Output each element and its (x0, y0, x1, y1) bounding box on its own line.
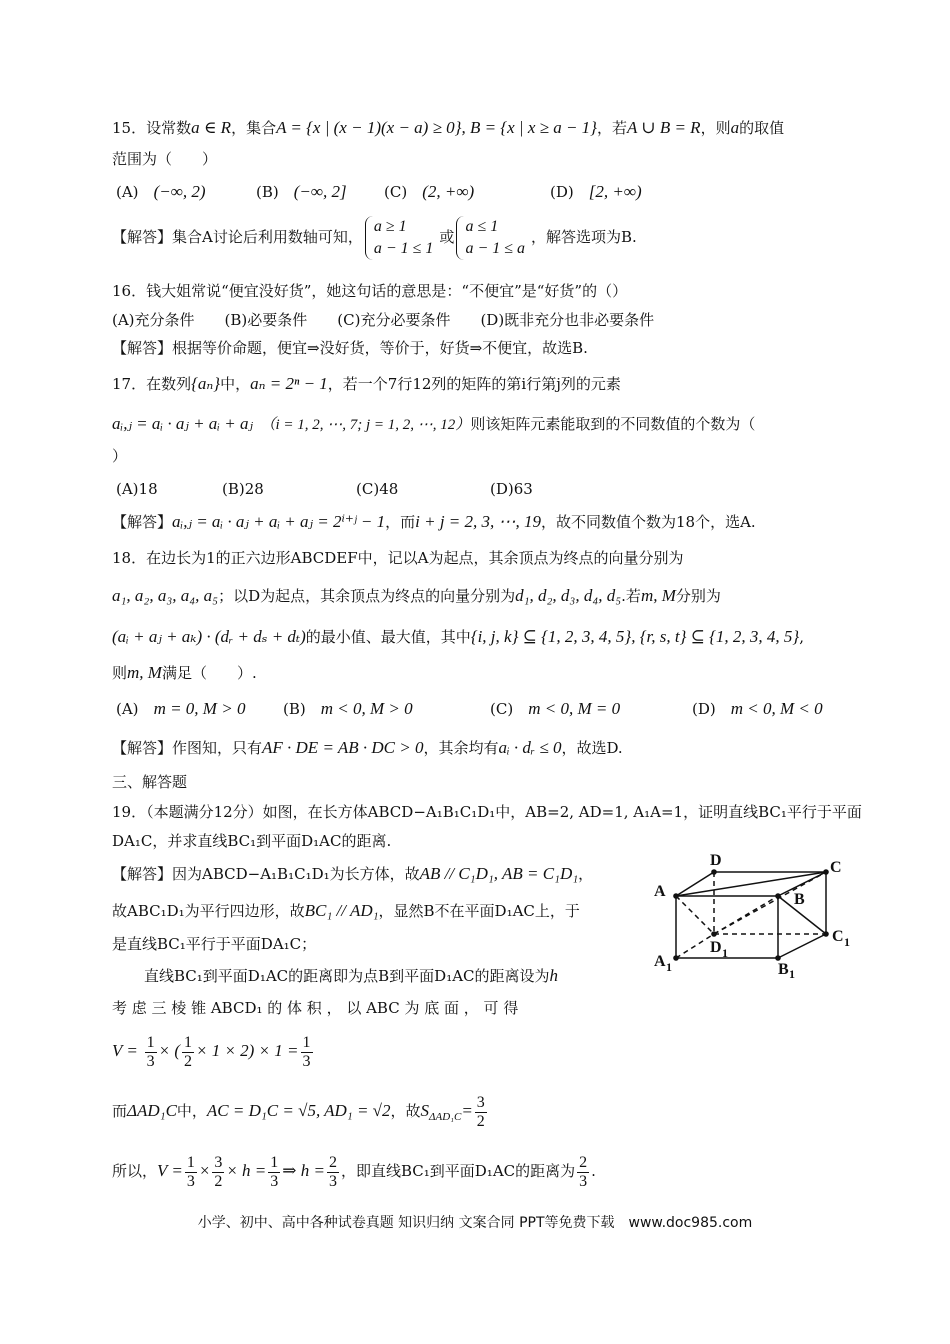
option-value: (−∞, 2] (293, 182, 347, 201)
answer-math: i + j = 2, 3, ⋯, 19 (415, 512, 542, 531)
answer-math: aᵢ,ⱼ = aᵢ · aⱼ + aᵢ + aⱼ = 2ⁱ⁺ʲ − 1 (172, 512, 386, 531)
q17-answer (112, 510, 756, 534)
formula-text: × 1 × 2) × 1 = (195, 1041, 299, 1060)
option-label: (D) (490, 480, 514, 498)
answer-math: h (549, 966, 559, 985)
vertex-a (673, 893, 679, 899)
q17-text: ） (112, 447, 128, 465)
answer-text: 考 虑 三 棱 锥 ABCD₁ 的 体 积 ， 以 ABC 为 底 面 ， 可 得 (112, 999, 519, 1017)
section-heading (112, 770, 187, 794)
option-value: m < 0, M = 0 (528, 699, 621, 718)
vertex-d1 (711, 931, 717, 937)
label-a1-sub: 1 (666, 960, 672, 974)
q18-text: 18．在边长为1的正六边形ABCDEF中，记以A为起点，其余顶点为终点的向量分别为 (112, 549, 684, 567)
q18-stem-line2 (112, 584, 721, 608)
answer-math: ⇒ h = (282, 1161, 325, 1180)
q18-text: 则 (112, 664, 128, 682)
q16-text: (A)充分条件 (B)必要条件 (C)充分必要条件 (D)既非充分也非必要条件 (112, 311, 655, 329)
q18-text: ；以D为起点，其余顶点为终点的向量分别为 (218, 587, 516, 605)
q15-option-c (384, 180, 474, 204)
fraction (182, 1034, 194, 1071)
label-d1: D (710, 939, 722, 956)
q19-answer-line8 (112, 1148, 596, 1194)
q18-option-d (692, 697, 823, 721)
q19-stem-line1 (112, 800, 862, 824)
numerator: 1 (302, 1033, 311, 1051)
q15-text: ，则 (700, 119, 731, 137)
q19-answer-line1 (112, 862, 593, 886)
q16-stem (112, 279, 627, 303)
fraction (301, 1034, 313, 1071)
answer-math: = (461, 1101, 473, 1120)
option-label: (B) (256, 183, 279, 201)
label-a: A (654, 883, 666, 900)
q15-option-b (256, 180, 347, 204)
option-label: (D) (550, 183, 574, 201)
vertex-c1 (823, 931, 829, 937)
q18-math: m, M (640, 586, 676, 605)
q15-math: A = {x | (x − 1)(x − a) ≥ 0}, B = {x | x ≥ a − 1} (276, 118, 597, 137)
q17-text: 中， (220, 375, 251, 393)
option-label: (A) (116, 480, 139, 498)
label-d: D (710, 852, 722, 869)
q18-math: {i, j, k} ⊆ {1, 2, 3, 4, 5}, {r, s, t} ⊆ {1, 2, 3, 4, 5} (470, 627, 800, 646)
answer-math: BC₁ // AD₁ (304, 901, 379, 920)
fraction (185, 1154, 197, 1191)
q18-text: 满足（ ）. (161, 664, 257, 682)
answer-text: 【解答】因为ABCD−A₁B₁C₁D₁为长方体，故 (112, 865, 420, 883)
q15-text: 范围为（ ） (112, 150, 218, 168)
q18-answer (112, 736, 623, 760)
q15-option-a (116, 180, 205, 204)
option-value: 63 (513, 480, 533, 498)
q19-volume-formula (112, 1028, 315, 1074)
answer-text: 【解答】根据等价命题，便宜⇒没好货，等价于，好货⇒不便宜，故选B. (112, 339, 588, 357)
q18-text: 分别为 (675, 587, 721, 605)
q17-option-b (222, 477, 264, 501)
option-value: (2, +∞) (422, 182, 475, 201)
edge-b1c1 (778, 934, 826, 958)
answer-text: 【解答】作图知，只有 (112, 739, 263, 757)
vertex-c (823, 869, 829, 875)
numerator: 1 (183, 1033, 192, 1051)
answer-text: 直线BC₁到平面D₁AC的距离即为点B到平面D₁AC的距离设为 (144, 967, 550, 985)
answer-math: × h = (226, 1161, 267, 1180)
q15-text: 15．设常数 (112, 119, 192, 137)
answer-math: aᵢ · dᵣ ≤ 0 (498, 738, 562, 757)
answer-math: AF · DE = AB · DC > 0 (262, 738, 424, 757)
answer-math: AB // C₁D₁, AB = C₁D₁ (419, 864, 579, 883)
answer-text: 是直线BC₁平行于平面DA₁C； (112, 935, 317, 953)
answer-math: S (420, 1101, 430, 1120)
system-row: a ≥ 1 (373, 218, 407, 235)
q15-option-d (550, 180, 642, 204)
hidden-ad1 (676, 896, 714, 934)
q15-answer (112, 216, 637, 260)
label-b1: B (778, 961, 789, 978)
q17-stem-line3 (112, 444, 127, 468)
answer-text: ，其余均有 (423, 739, 499, 757)
denominator: 2 (214, 1172, 223, 1190)
fraction (327, 1154, 339, 1191)
option-value: m < 0, M < 0 (730, 699, 823, 718)
fraction (577, 1154, 589, 1191)
option-label: (D) (692, 700, 716, 718)
section-title: 三、解答题 (112, 773, 188, 791)
vertex-b1 (775, 955, 781, 961)
q19-answer-line3 (112, 932, 316, 956)
option-value: m < 0, M > 0 (320, 699, 413, 718)
label-d1-sub: 1 (722, 946, 728, 960)
denominator: 3 (328, 1172, 337, 1190)
q18-math: a₁, a₂, a₃, a₄, a₅ (112, 586, 219, 605)
option-label: (A) (116, 183, 139, 201)
q15-math: A ∪ B = R (627, 118, 701, 137)
q18-math: m, M (127, 663, 162, 682)
option-label: (C) (384, 183, 408, 201)
answer-text: 所以， (112, 1162, 158, 1180)
answer-math: ΔAD₁C (127, 1101, 177, 1120)
q16-answer (112, 336, 588, 360)
q19-answer-line4 (144, 964, 558, 988)
q19-answer-line5 (112, 996, 518, 1020)
q15-stem-line1 (112, 116, 784, 140)
fraction (145, 1034, 157, 1071)
q17-math: （i = 1, 2, ⋯, 7; j = 1, 2, ⋯, 12） (267, 417, 471, 433)
label-c1-sub: 1 (844, 935, 850, 949)
denominator: 3 (579, 1172, 588, 1190)
q19-text: 19．（本题满分12分）如图，在长方体ABCD−A₁B₁C₁D₁中，AB=2, AD=1, A₁A=1，证明直线BC₁平行于平面 (112, 803, 862, 821)
q18-option-a (116, 697, 245, 721)
q18-stem-line4 (112, 661, 257, 685)
q17-option-d (490, 477, 533, 501)
hidden-d1b (714, 896, 778, 934)
q18-stem-line3 (112, 625, 804, 649)
denominator: 3 (270, 1172, 279, 1190)
q15-text: ，集合 (231, 119, 277, 137)
answer-text: 或 (439, 228, 455, 246)
q15-math: a (730, 118, 740, 137)
answer-math: × (198, 1161, 211, 1180)
vertex-d (711, 869, 717, 875)
option-value: m = 0, M > 0 (153, 699, 246, 718)
footer-text: 小学、初中、高中各种试卷真题 知识归纳 文案合同 PPT等免费下载 www.doc985.com (197, 1215, 753, 1231)
answer-text: 而 (112, 1102, 128, 1120)
option-value: 18 (138, 480, 158, 498)
option-label: (A) (116, 700, 139, 718)
vertex-b (775, 893, 781, 899)
q18-option-c (490, 697, 620, 721)
q18-option-b (283, 697, 413, 721)
q17-text: ，若一个7行12列的矩阵的第i行第j列的元素 (327, 375, 621, 393)
formula-text: × ( (158, 1041, 180, 1060)
q15-stem-line2 (112, 147, 217, 171)
fraction: $\frac{3}{2}$ (476, 1093, 485, 1130)
q17-option-c (356, 477, 398, 501)
q18-math: (aᵢ + aⱼ + aₖ) · (dᵣ + dₛ + dₜ) (112, 627, 306, 646)
option-value: (−∞, 2) (153, 182, 206, 201)
q16-options (112, 308, 654, 332)
answer-text: ，而 (385, 513, 416, 531)
q19-stem-line2 (112, 829, 391, 853)
option-label: (C) (356, 480, 380, 498)
option-value: 28 (244, 480, 264, 498)
q17-math: aᵢ,ⱼ = aᵢ · aⱼ + aᵢ + aⱼ (112, 414, 253, 433)
answer-text: 【解答】集合A讨论后利用数轴可知， (112, 228, 363, 246)
q17-option-a (116, 477, 158, 501)
q17-math: aₙ = 2ⁿ − 1 (250, 374, 328, 393)
answer-text: 故ABC₁D₁为平行四边形，故 (112, 902, 305, 920)
q16-text: 16．钱大姐常说“便宜没好货”，她这句话的意思是：“不便宜”是“好货”的（） (112, 282, 628, 300)
answer-text: ，即直线BC₁到平面D₁AC的距离为 (340, 1162, 576, 1180)
system-row: a − 1 ≤ 1 (373, 240, 434, 257)
label-a1: A (654, 953, 666, 970)
q15-text: 的取值 (739, 119, 785, 137)
system-row: a − 1 ≤ a (465, 240, 526, 257)
denominator: 3 (302, 1052, 311, 1070)
answer-text: 【解答】 (112, 513, 173, 531)
option-label: (C) (490, 700, 514, 718)
label-b: B (794, 891, 805, 908)
answer-text: ，显然B不在平面D₁AC上，于 (378, 902, 580, 920)
answer-math: AC = D₁C = √5, AD₁ = √2 (206, 1101, 391, 1120)
answer-math: ΔAD₁C (429, 1111, 462, 1123)
q15-text: ，若 (596, 119, 627, 137)
q15-system-1 (365, 216, 438, 260)
q19-answer-line7 (112, 1088, 489, 1140)
option-value: [2, +∞) (588, 182, 642, 201)
q15-system-2 (456, 216, 529, 260)
q19-text: DA₁C，并求直线BC₁到平面D₁AC的距离. (112, 832, 392, 850)
option-value: 48 (379, 480, 399, 498)
answer-math: V = (157, 1161, 183, 1180)
vertex-a1 (673, 955, 679, 961)
q18-stem-line1 (112, 546, 683, 570)
denominator: 2 (476, 1112, 485, 1130)
fraction (268, 1154, 280, 1191)
numerator: 2 (328, 1153, 337, 1171)
q17-math: {aₙ} (191, 374, 221, 393)
hidden-a1d1 (676, 934, 714, 958)
q17-text: 17．在数列 (112, 375, 192, 393)
q17-stem-line2 (112, 412, 755, 437)
answer-text: 中， (176, 1102, 207, 1120)
formula-text: V = (112, 1041, 138, 1060)
q15-math: a ∈ R (191, 118, 232, 137)
q19-answer-line2 (112, 899, 580, 923)
numerator: 1 (270, 1153, 279, 1171)
label-c: C (830, 859, 842, 876)
q18-math: d₁, d₂, d₃, d₄, d₅ (515, 586, 622, 605)
answer-text: ，故选D. (561, 739, 623, 757)
numerator: 2 (579, 1153, 588, 1171)
q17-text: 则该矩阵元素能取到的不同数值的个数为（ (470, 415, 756, 433)
q17-stem-line1 (112, 372, 621, 396)
answer-text: ，故 (390, 1102, 421, 1120)
denominator: 2 (183, 1052, 192, 1070)
q18-text: 的最小值、最大值，其中 (305, 628, 471, 646)
denominator: 3 (186, 1172, 195, 1190)
numerator: 1 (146, 1033, 155, 1051)
answer-text: ，故不同数值个数为18个，选A. (541, 513, 756, 531)
system-row: a ≤ 1 (465, 218, 499, 235)
answer-text: ，解答选项为B. (531, 228, 637, 246)
answer-text: ， (578, 865, 594, 883)
option-label: (B) (222, 480, 245, 498)
fraction: $\frac{3}{2}$ (214, 1153, 223, 1190)
q18-text: , (799, 628, 804, 646)
q18-text: .若 (621, 587, 641, 605)
label-b1-sub: 1 (789, 967, 795, 978)
numerator: 1 (186, 1153, 195, 1171)
page-footer (0, 1212, 950, 1232)
answer-text: . (591, 1162, 596, 1180)
denominator: 3 (146, 1052, 155, 1070)
cuboid-figure (648, 848, 868, 978)
option-label: (B) (283, 700, 306, 718)
label-c1: C (832, 928, 844, 945)
